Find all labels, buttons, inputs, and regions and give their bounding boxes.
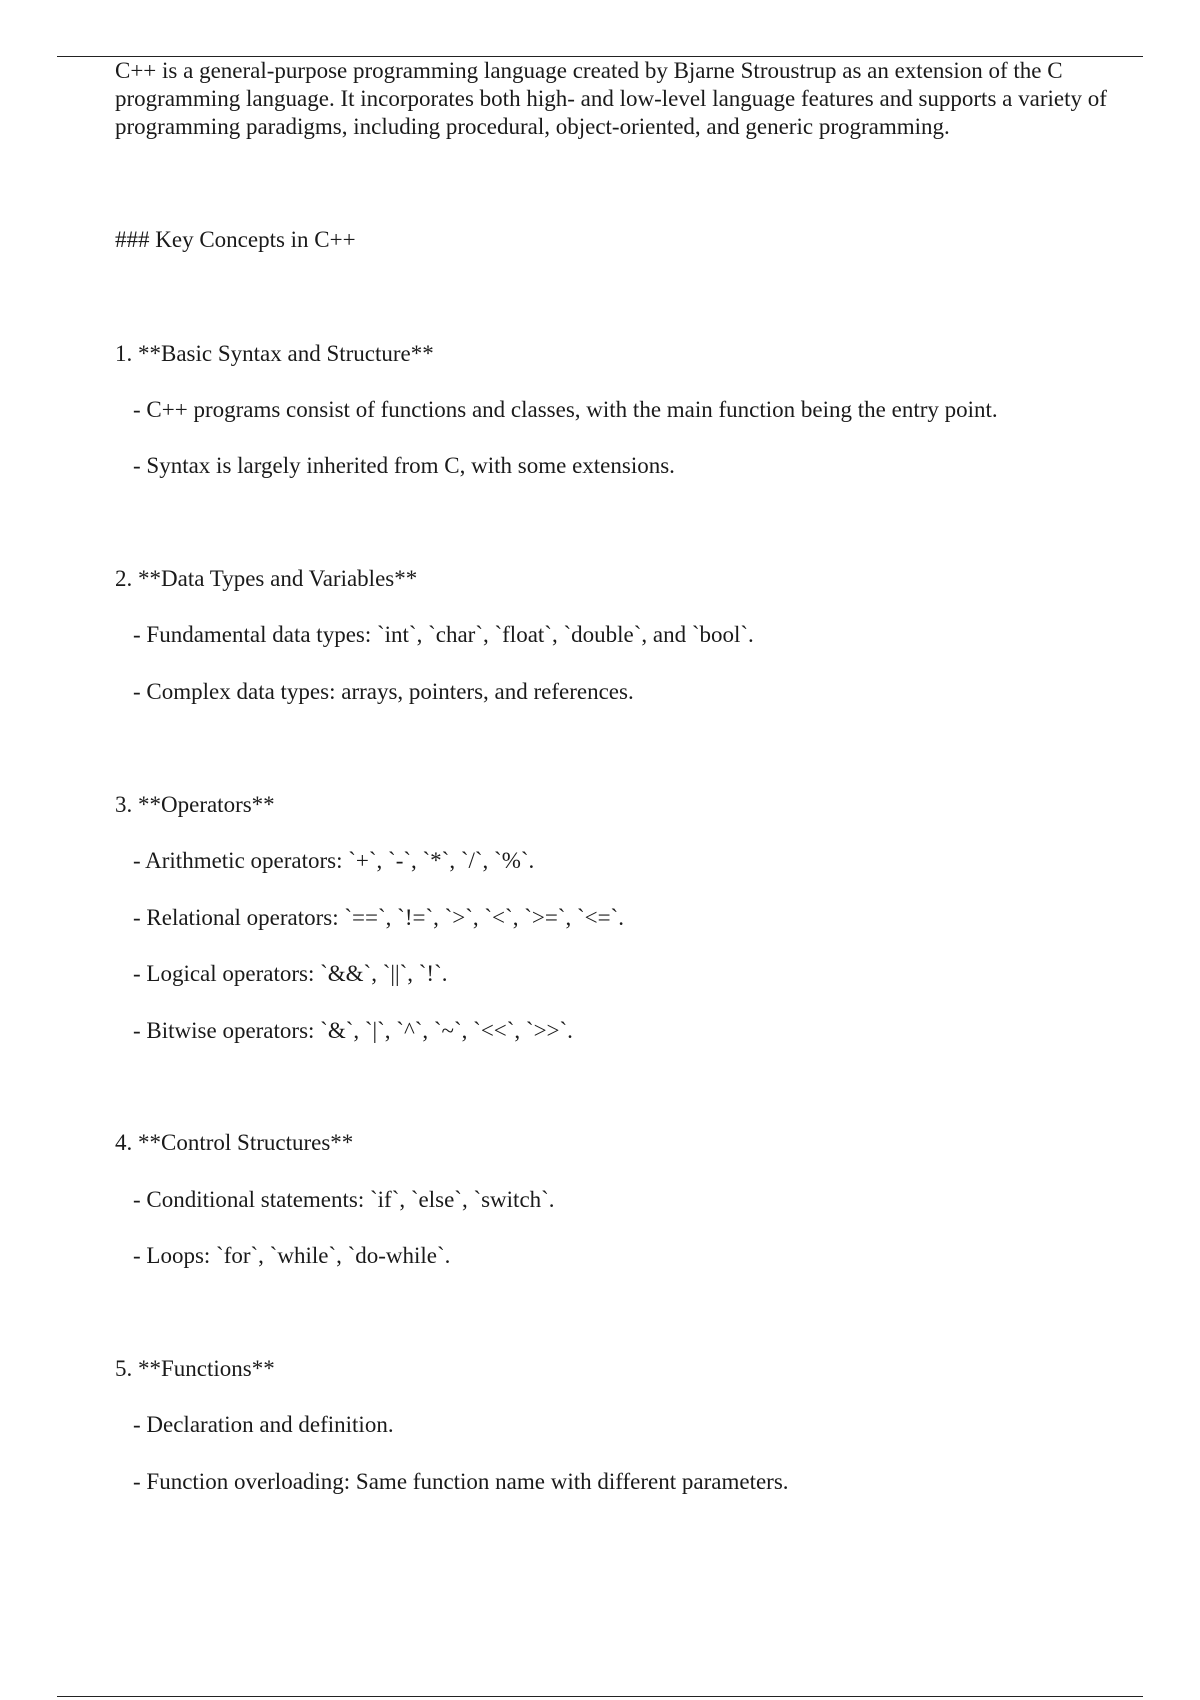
intro-line: programming paradigms, including procedural, object-oriented, and generic programming. — [115, 114, 950, 139]
bullet-item: - Relational operators: `==`, `!=`, `>`, `<`, `>=`, `<=`. — [133, 905, 624, 930]
bullet-item: - Conditional statements: `if`, `else`, `switch`. — [133, 1187, 555, 1212]
bullet-item: - Arithmetic operators: `+`, `-`, `*`, `/`, `%`. — [133, 848, 535, 873]
bullet-item: - Fundamental data types: `int`, `char`, `float`, `double`, and `bool`. — [133, 622, 754, 647]
bullet-item: - C++ programs consist of functions and classes, with the main function being the entry point. — [133, 397, 998, 422]
bullet-item: - Loops: `for`, `while`, `do-while`. — [133, 1243, 451, 1268]
bullet-item: - Bitwise operators: `&`, `|`, `^`, `~`, `<<`, `>>`. — [133, 1018, 573, 1043]
bullet-item: - Syntax is largely inherited from C, with some extensions. — [133, 453, 675, 478]
bullet-item: - Logical operators: `&&`, `||`, `!`. — [133, 961, 448, 986]
intro-line: C++ is a general-purpose programming language created by Bjarne Stroustrup as an extension of the C — [115, 58, 1063, 83]
bullet-item: - Function overloading: Same function name with different parameters. — [133, 1469, 789, 1494]
intro-paragraph — [115, 57, 1165, 141]
intro-line: programming language. It incorporates both high- and low-level language features and supports a variety of — [115, 86, 1107, 111]
section-title-operators: 3. **Operators** — [115, 792, 275, 817]
bottom-rule — [57, 1696, 1143, 1697]
section-title-basic-syntax: 1. **Basic Syntax and Structure** — [115, 341, 434, 366]
section-title-functions: 5. **Functions** — [115, 1356, 275, 1381]
section-title-control-structures: 4. **Control Structures** — [115, 1130, 354, 1155]
section-title-data-types: 2. **Data Types and Variables** — [115, 566, 418, 591]
bullet-item: - Complex data types: arrays, pointers, and references. — [133, 679, 634, 704]
bullet-item: - Declaration and definition. — [133, 1412, 394, 1437]
key-concepts-heading: ### Key Concepts in C++ — [115, 227, 356, 252]
